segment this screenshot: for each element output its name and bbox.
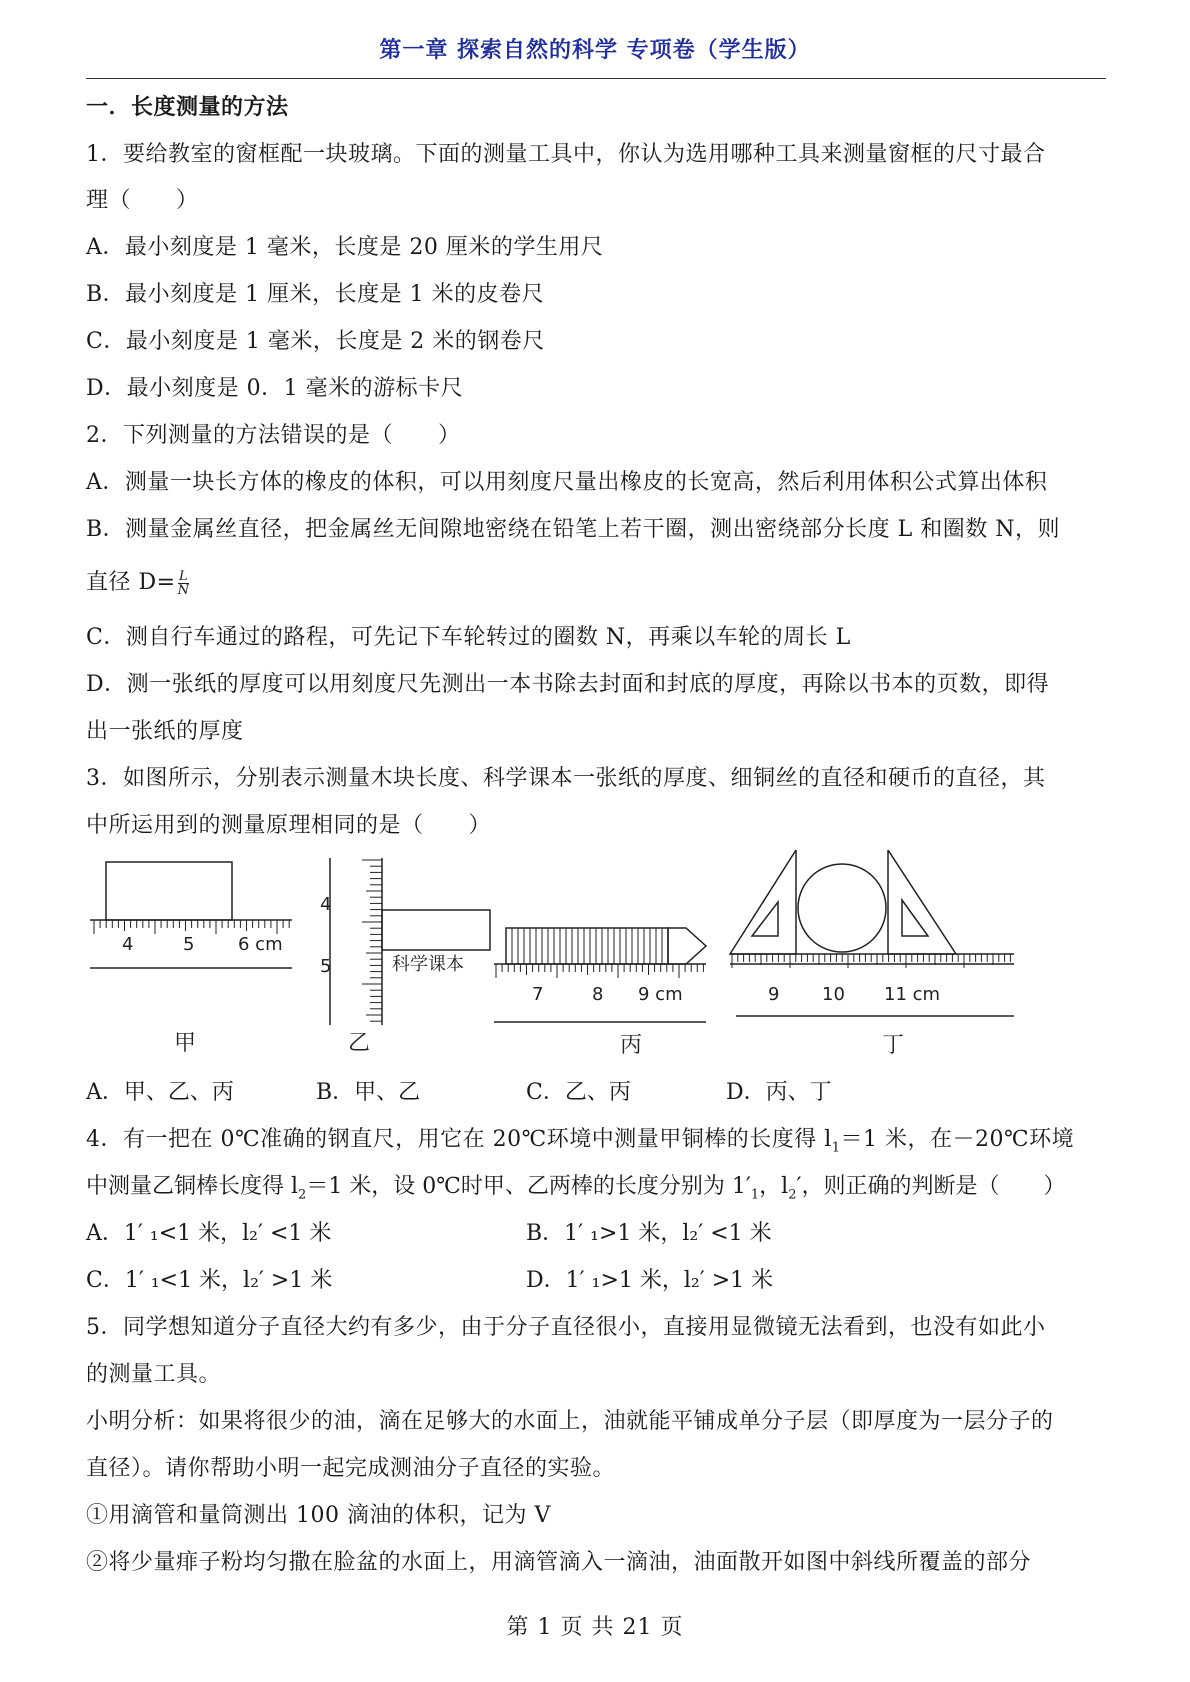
q4-line2-part: ＝1 米，设 0℃时甲、乙两棒的长度分别为 1′ xyxy=(306,1174,751,1199)
q2-option-b-line1: B．测量金属丝直径，把金属丝无间隙地密绕在铅笔上若干圈，测出密绕部分长度 L 和圈数 N，则 xyxy=(86,517,1061,542)
q2-option-a: A．测量一块长方体的橡皮的体积，可以用刻度尺量出橡皮的长宽高，然后利用体积公式算出体积 xyxy=(86,470,1048,495)
q3-stem-line2: 中所运用到的测量原理相同的是（ ） xyxy=(86,813,492,838)
header-divider xyxy=(86,78,1106,79)
figure-label-yi: 乙 xyxy=(348,1031,371,1056)
fraction-numerator: L xyxy=(178,568,189,584)
section-title: 一．长度测量的方法 xyxy=(86,95,289,120)
q2-option-d-line2: 出一张纸的厚度 xyxy=(86,719,244,744)
q5-stem-line2: 的测量工具。 xyxy=(86,1362,222,1387)
q2-option-d-line1: D．测一张纸的厚度可以用刻度尺先测出一本书除去封面和封底的厚度，再除以书本的页数，即得 xyxy=(86,672,1050,697)
figure-label-bing: 丙 xyxy=(620,1033,643,1058)
q4-line1-part: 4．有一把在 0℃准确的钢直尺，用它在 20℃环境中测量甲铜棒的长度得 l xyxy=(86,1127,832,1152)
q4-option-c: C．1′ ₁<1 米，l₂′ >1 米 xyxy=(86,1268,333,1293)
page-footer: 第 1 页 共 21 页 xyxy=(506,1615,684,1640)
q4-sub: 1 xyxy=(831,1140,841,1156)
q2-stem: 2．下列测量的方法错误的是（ ） xyxy=(86,423,461,448)
q4-line2-part: 中测量乙铜棒长度得 l xyxy=(86,1174,299,1199)
q4-line1-part: ＝1 米，在－20℃环境 xyxy=(840,1127,1075,1152)
q5-step1: ①用滴管和量筒测出 100 滴油的体积，记为 V xyxy=(86,1503,551,1528)
q1-option-b: B．最小刻度是 1 厘米，长度是 1 米的皮卷尺 xyxy=(86,282,545,307)
q3-option-b: B．甲、乙 xyxy=(316,1080,421,1105)
q1-option-d: D．最小刻度是 0．1 毫米的游标卡尺 xyxy=(86,376,464,401)
yi-tick-label: 5 xyxy=(320,956,332,977)
q4-line2-part: ，l xyxy=(759,1174,789,1199)
bing-tick-label: 8 xyxy=(592,984,604,1005)
bing-tick-label: 9 cm xyxy=(638,984,683,1005)
jia-tick-label: 5 xyxy=(183,934,195,955)
q1-stem-line2: 理（ ） xyxy=(86,188,199,213)
q4-sub: 2 xyxy=(298,1187,307,1203)
q5-analysis-line1: 小明分析：如果将很少的油，滴在足够大的水面上，油就能平铺成单分子层（即厚度为一层分子的 xyxy=(86,1409,1054,1434)
q4-line2-part: ′，则正确的判断是（ ） xyxy=(796,1174,1066,1199)
jia-tick-label: 6 cm xyxy=(238,934,283,955)
figure-label-jia: 甲 xyxy=(174,1031,197,1056)
q3-figure xyxy=(86,850,1056,1070)
q4-stem-line2 xyxy=(86,1172,1066,1210)
q5-stem-line1: 5．同学想知道分子直径大约有多少，由于分子直径很小，直接用显微镜无法看到，也没有如此小 xyxy=(86,1315,1046,1340)
ding-tick-label: 9 xyxy=(768,984,780,1005)
figure-bing xyxy=(494,928,706,1022)
yi-tick-label: 4 xyxy=(320,894,332,915)
q3-stem-line1: 3．如图所示，分别表示测量木块长度、科学课本一张纸的厚度、细铜丝的直径和硬币的直径，其 xyxy=(86,766,1046,791)
q1-stem-line1: 1．要给教室的窗框配一块玻璃。下面的测量工具中，你认为选用哪种工具来测量窗框的尺寸最合 xyxy=(86,142,1046,167)
q2-fraction xyxy=(178,570,190,597)
q4-option-b: B．1′ ₁>1 米，l₂′ <1 米 xyxy=(526,1221,772,1246)
q5-step2: ②将少量痱子粉均匀撒在脸盆的水面上，用滴管滴入一滴油，油面散开如图中斜线所覆盖的部分 xyxy=(86,1550,1032,1575)
page-header-title: 第一章 探索自然的科学 专项卷（学生版） xyxy=(379,38,811,63)
q2-option-b-line2 xyxy=(86,568,189,598)
q4-sub: 1 xyxy=(750,1187,760,1203)
q4-stem-line1 xyxy=(86,1125,1074,1163)
figure-yi xyxy=(330,858,490,1025)
q4-option-d: D．1′ ₁>1 米，l₂′ >1 米 xyxy=(526,1268,774,1293)
q2-formula-prefix: 直径 D= xyxy=(86,570,176,595)
figure-label-ding: 丁 xyxy=(882,1033,905,1058)
yi-book-label: 科学课本 xyxy=(392,954,464,975)
ding-tick-label: 11 cm xyxy=(884,984,941,1005)
bing-tick-label: 7 xyxy=(532,984,544,1005)
q3-option-a: A．甲、乙、丙 xyxy=(86,1080,234,1105)
q4-option-a: A．1′ ₁<1 米，l₂′ <1 米 xyxy=(86,1221,332,1246)
ding-tick-label: 10 xyxy=(822,984,845,1005)
jia-tick-label: 4 xyxy=(122,934,134,955)
q1-option-c: C．最小刻度是 1 毫米，长度是 2 米的钢卷尺 xyxy=(86,329,545,354)
q4-sub: 2 xyxy=(788,1187,797,1203)
q3-option-d: D．丙、丁 xyxy=(726,1080,832,1105)
q5-analysis-line2: 直径）。请你帮助小明一起完成测油分子直径的实验。 xyxy=(86,1456,616,1481)
q3-option-c: C．乙、丙 xyxy=(526,1080,631,1105)
q2-option-c: C．测自行车通过的路程，可先记下车轮转过的圈数 N，再乘以车轮的周长 L xyxy=(86,625,851,650)
fraction-denominator: N xyxy=(177,582,190,598)
q1-option-a: A．最小刻度是 1 毫米，长度是 20 厘米的学生用尺 xyxy=(86,235,604,260)
